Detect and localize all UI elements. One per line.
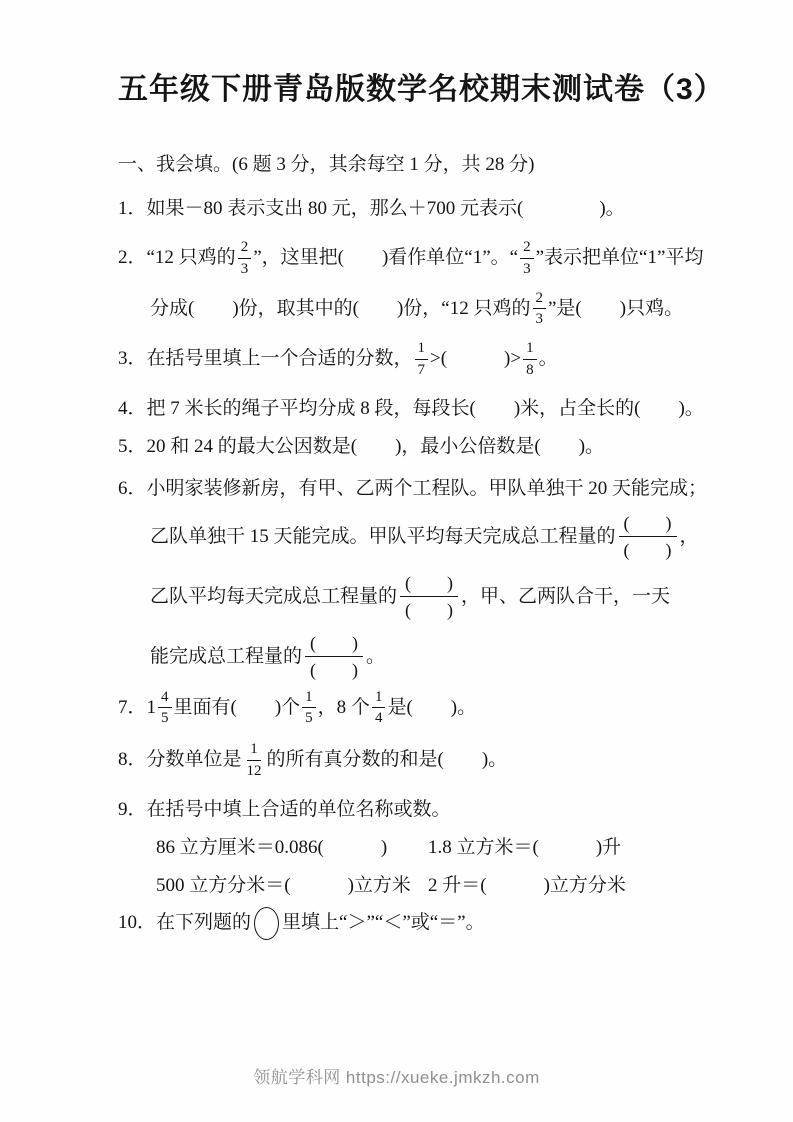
question-6-line-4 [150, 632, 703, 682]
fraction-numerator: 1 [372, 688, 386, 709]
question-6-line-3 [150, 572, 703, 622]
question-text: 8．分数单位是 [118, 749, 242, 771]
fraction-numerator: 2 [520, 238, 534, 259]
fraction-numerator-blank: ( ) [305, 632, 363, 658]
fraction-numerator: 4 [158, 688, 172, 709]
question-2-line-1 [118, 238, 703, 279]
question-2-line-2 [150, 289, 703, 330]
fraction-one-seventh [415, 339, 429, 380]
fraction-one-twelfth [244, 740, 265, 781]
question-5: 5．20 和 24 的最大公因数是( )，最小公倍数是( )。 [118, 435, 605, 457]
unit-conversion-item: 2 升＝( )立方分米 [428, 874, 626, 896]
question-1: 1．如果－80 表示支出 80 元，那么＋700 元表示( )。 [118, 198, 625, 219]
question-6-line-1: 6．小明家装修新房，有甲、乙两个工程队。甲队单独干 20 天能完成； [118, 477, 708, 499]
question-text: >( )> [430, 348, 522, 370]
question-text: ， [679, 525, 699, 547]
question-text: ”，这里把( )看作单位“1”。“ [253, 247, 519, 269]
fraction-denominator-blank: ( ) [405, 600, 454, 620]
question-text: ，8 个 [317, 696, 370, 718]
fraction-two-thirds [238, 238, 252, 279]
fraction-denominator: 3 [535, 311, 543, 328]
fraction-numerator: 2 [238, 238, 252, 259]
question-text: ”表示把单位“1”平均 [535, 247, 704, 269]
fraction-numerator-blank: ( ) [400, 572, 458, 598]
page-title: 五年级下册青岛版数学名校期末测试卷（3） [118, 73, 725, 106]
fraction-numerator: 2 [533, 289, 547, 310]
question-9-line-1: 9．在括号中填上合适的单位名称或数。 [118, 798, 451, 820]
fraction-one-quarter [372, 688, 386, 729]
question-text: 分成( )份，取其中的( )份，“12 只鸡的 [150, 297, 531, 319]
question-8 [118, 740, 703, 781]
unit-conversion-item: 86 立方厘米＝0.086( ) [156, 836, 388, 858]
fraction-denominator-blank: ( ) [623, 540, 672, 560]
fraction-denominator: 4 [374, 710, 383, 727]
fraction-two-thirds [520, 238, 534, 279]
question-text: 10．在下列题的 [118, 912, 252, 933]
comparison-circle-blank [254, 907, 279, 940]
unit-conversion-item: 500 立方分米＝( )立方米 [156, 874, 411, 896]
fraction-denominator: 5 [161, 710, 169, 727]
question-7 [118, 688, 703, 729]
fraction-numerator-blank: ( ) [619, 512, 677, 538]
question-text: 是( )。 [387, 696, 477, 718]
fraction-denominator: 7 [417, 361, 426, 378]
question-10 [118, 907, 703, 940]
question-3 [118, 339, 703, 380]
blank-fraction [400, 572, 458, 622]
question-text: 里面有( )个 [173, 696, 301, 718]
watermark-footer: 领航学科网 https://xueke.jmkzh.com [253, 1068, 540, 1087]
question-6-line-2 [150, 512, 703, 562]
question-4: 4．把 7 米长的绳子平均分成 8 段，每段长( )米，占全长的( )。 [118, 397, 704, 419]
question-text: 2．“12 只鸡的 [118, 247, 236, 269]
question-text: 能完成总工程量的 [150, 645, 303, 667]
fraction-denominator: 5 [305, 710, 313, 727]
question-text: ，甲、乙两队合干，一天 [461, 585, 671, 607]
fraction-four-fifths [158, 688, 172, 729]
blank-fraction [619, 512, 677, 562]
fraction-numerator: 1 [523, 339, 537, 360]
question-text: ”是( )只鸡。 [548, 297, 684, 319]
blank-fraction [305, 632, 363, 682]
fraction-denominator: 3 [240, 260, 249, 277]
unit-conversion-item: 1.8 立方米＝( )升 [428, 836, 622, 858]
fraction-one-eighth [523, 339, 537, 380]
question-text: 3．在括号里填上一个合适的分数， [118, 348, 413, 370]
fraction-denominator: 3 [523, 260, 531, 277]
question-text: 。 [538, 348, 558, 370]
fraction-numerator: 1 [247, 740, 261, 761]
fraction-denominator: 12 [246, 762, 262, 779]
fraction-denominator-blank: ( ) [310, 660, 359, 680]
fraction-numerator: 1 [415, 339, 429, 360]
fraction-one-fifth [302, 688, 316, 729]
section-header: 一、我会填。(6 题 3 分，其余每空 1 分，共 28 分) [118, 154, 535, 175]
question-text: 的所有真分数的和是( )。 [266, 749, 508, 771]
question-text: 里填上“＞”“＜”或“＝”。 [282, 912, 485, 933]
question-text: 乙队单独干 15 天能完成。甲队平均每天完成总工程量的 [150, 525, 616, 547]
fraction-two-thirds [533, 289, 547, 330]
question-text: 乙队平均每天完成总工程量的 [150, 585, 398, 607]
question-text: 7．1 [118, 696, 157, 718]
question-9-row-2 [156, 873, 703, 899]
fraction-numerator: 1 [302, 688, 316, 709]
fraction-denominator: 8 [526, 361, 534, 378]
question-text: 。 [366, 645, 386, 667]
question-9-row-1 [156, 835, 703, 861]
